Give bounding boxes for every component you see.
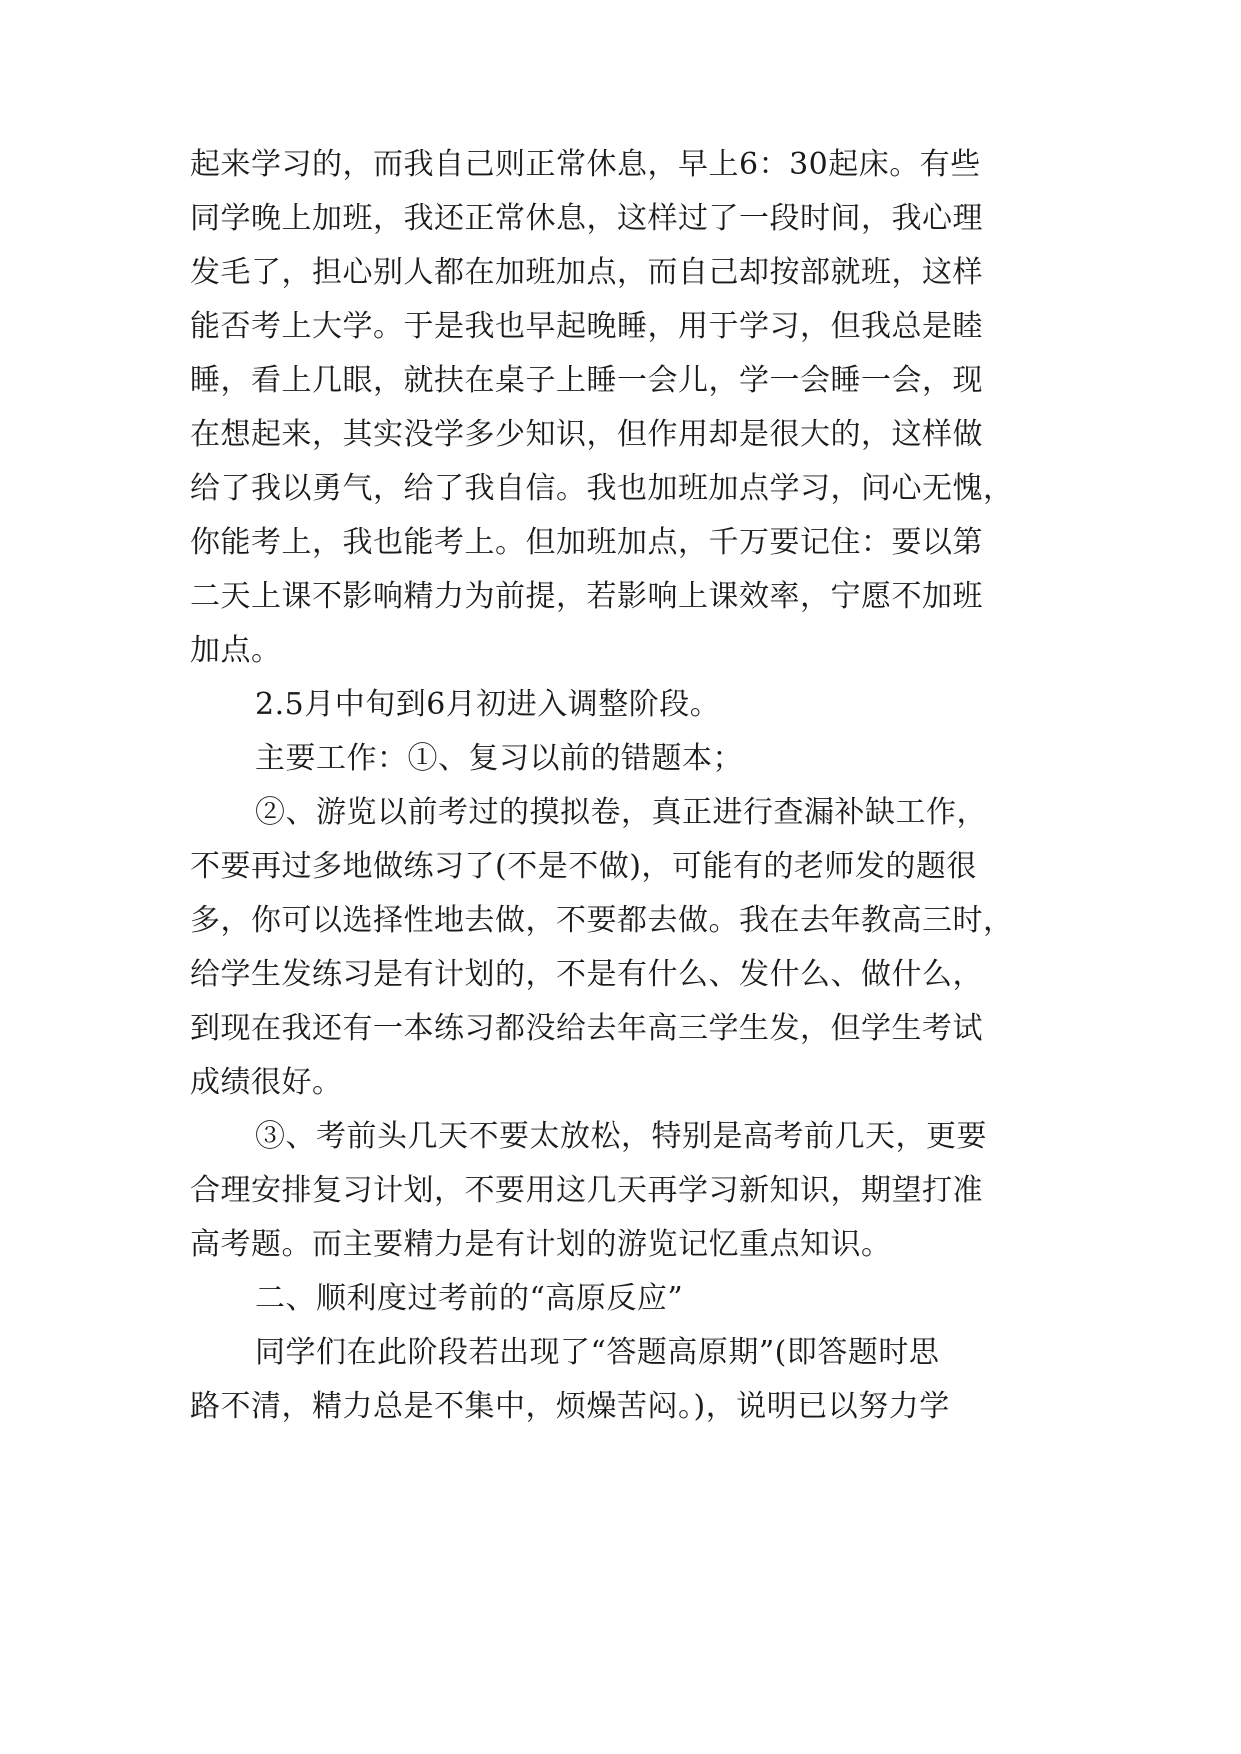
text-line: 在想起来，其实没学多少知识，但作用却是很大的，这样做 xyxy=(190,417,983,452)
text-line: 能否考上大学。于是我也早起晚睡，用于学习，但我总是睦 xyxy=(190,309,983,344)
text-line: 路不清，精力总是不集中，烦燥苦闷。)，说明已以努力学 xyxy=(190,1389,950,1424)
text-line: 同学们在此阶段若出现了“答题高原期”(即答题时思 xyxy=(255,1335,940,1370)
text-line: 给了我以勇气，给了我自信。我也加班加点学习，问心无愧， xyxy=(190,471,1014,506)
text-line: 同学晚上加班，我还正常休息，这样过了一段时间，我心理 xyxy=(190,201,983,236)
text-line: 多，你可以选择性地去做，不要都去做。我在去年教高三时， xyxy=(190,903,1014,938)
text-line: 合理安排复习计划，不要用这几天再学习新知识，期望打准 xyxy=(190,1173,983,1208)
text-line: 你能考上，我也能考上。但加班加点，千万要记住：要以第 xyxy=(190,525,983,560)
text-line: 成绩很好。 xyxy=(190,1065,343,1100)
text-line: 二天上课不影响精力为前提，若影响上课效率，宁愿不加班 xyxy=(190,579,983,614)
text-line: 加点。 xyxy=(190,633,282,668)
text-line: ③、考前头几天不要太放松，特别是高考前几天，更要 xyxy=(255,1119,987,1154)
section-heading: 2.5月中旬到6月初进入调整阶段。 xyxy=(255,687,721,722)
text-line: 给学生发练习是有计划的，不是有什么、发什么、做什么， xyxy=(190,957,983,992)
text-line: 到现在我还有一本练习都没给去年高三学生发，但学生考试 xyxy=(190,1011,983,1046)
text-line: ②、游览以前考过的摸拟卷，真正进行查漏补缺工作， xyxy=(255,795,987,830)
section-heading: 二、顺利度过考前的“高原反应” xyxy=(255,1281,684,1316)
text-line: 发毛了，担心别人都在加班加点，而自己却按部就班，这样 xyxy=(190,255,983,290)
text-line: 睡，看上几眼，就扶在桌子上睡一会儿，学一会睡一会，现 xyxy=(190,363,983,398)
text-line: 主要工作：①、复习以前的错题本； xyxy=(255,741,743,776)
text-line: 高考题。而主要精力是有计划的游览记忆重点知识。 xyxy=(190,1227,892,1262)
text-line: 起来学习的，而我自己则正常休息，早上6：30起床。有些 xyxy=(190,147,981,182)
text-line: 不要再过多地做练习了(不是不做)，可能有的老师发的题很 xyxy=(190,849,977,884)
